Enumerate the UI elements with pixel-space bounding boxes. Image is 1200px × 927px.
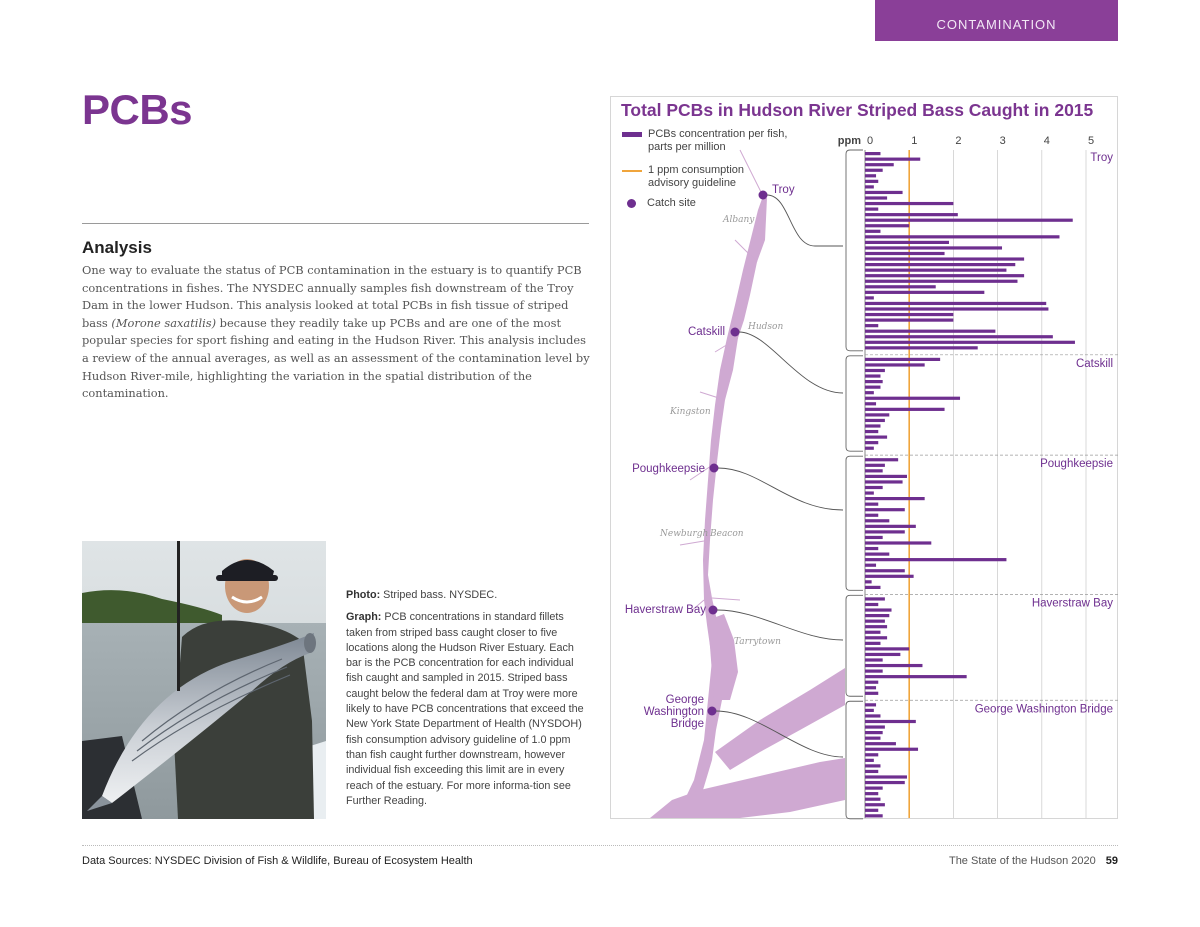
tick-label-5: 5 [1088, 135, 1095, 147]
group-label-haverstraw-bay: Haverstraw Bay [1031, 597, 1113, 610]
bar-haverstraw-bay-8 [865, 636, 887, 639]
bar-catskill-17 [865, 447, 874, 450]
bar-troy-34 [865, 335, 1053, 338]
bar-troy-11 [865, 208, 878, 211]
bar-george-washington-bridge-1 [865, 703, 876, 706]
place-labels [659, 215, 783, 647]
chart-group-labels [846, 150, 1118, 819]
bar-poughkeepsie-4 [865, 475, 907, 478]
tick-label-1: 1 [911, 135, 918, 147]
bar-george-washington-bridge-13 [865, 770, 878, 773]
bar-george-washington-bridge-8 [865, 742, 896, 745]
chart-axis [838, 135, 1094, 147]
graph-caption-label: Graph: [346, 611, 382, 624]
bar-george-washington-bridge-11 [865, 759, 874, 762]
bar-george-washington-bridge-16 [865, 787, 883, 790]
connector-haverstraw-bay [717, 610, 843, 640]
legend-bar-label: PCBs concentration per fish, parts per million [648, 128, 788, 153]
bar-catskill-2 [865, 363, 925, 366]
bar-troy-27 [865, 296, 874, 299]
site-label-catskill: Catskill [687, 326, 725, 338]
bar-troy-10 [865, 202, 953, 205]
bar-troy-21 [865, 263, 1015, 266]
group-bracket-catskill [846, 356, 863, 451]
bar-poughkeepsie-17 [865, 547, 878, 550]
bar-catskill-5 [865, 380, 883, 383]
bar-george-washington-bridge-18 [865, 798, 880, 801]
bar-haverstraw-bay-7 [865, 631, 880, 634]
bar-haverstraw-bay-9 [865, 642, 880, 645]
page-title: PCBs [82, 86, 193, 133]
bar-poughkeepsie-6 [865, 486, 883, 489]
bar-george-washington-bridge-6 [865, 731, 883, 734]
tick-label-0: 0 [867, 135, 874, 147]
place-label-beacon: Beacon [710, 529, 744, 539]
bar-catskill-16 [865, 441, 878, 444]
bar-catskill-8 [865, 397, 960, 400]
bar-george-washington-bridge-2 [865, 709, 874, 712]
site-dot-haverstraw-bay [709, 606, 718, 615]
bar-catskill-1 [865, 358, 940, 361]
bar-haverstraw-bay-10 [865, 647, 909, 650]
axis-unit-label: ppm [837, 135, 861, 147]
page-number: 59 [1105, 855, 1118, 867]
site-dot-catskill [731, 328, 740, 337]
bar-troy-1 [865, 152, 880, 155]
bar-poughkeepsie-15 [865, 536, 883, 539]
bar-haverstraw-bay-11 [865, 653, 900, 656]
bar-george-washington-bridge-12 [865, 764, 880, 767]
bar-catskill-12 [865, 419, 885, 422]
bar-troy-3 [865, 163, 894, 166]
legend-guideline-label: 1 ppm consumption advisory guideline [648, 164, 744, 189]
section-tab-label: CONTAMINATION [936, 17, 1057, 32]
bar-poughkeepsie-7 [865, 491, 874, 494]
bar-haverstraw-bay-16 [865, 681, 878, 684]
bar-poughkeepsie-13 [865, 525, 916, 528]
bar-poughkeepsie-1 [865, 458, 898, 461]
bar-troy-23 [865, 274, 1024, 277]
bar-haverstraw-bay-2 [865, 603, 878, 606]
connector-catskill [739, 332, 843, 393]
bar-catskill-10 [865, 408, 945, 411]
bar-poughkeepsie-10 [865, 508, 905, 511]
group-bracket-poughkeepsie [846, 456, 863, 590]
bar-george-washington-bridge-9 [865, 748, 918, 751]
bar-poughkeepsie-21 [865, 569, 905, 572]
publication-name: The State of the Hudson 2020 [948, 855, 1096, 867]
bar-poughkeepsie-24 [865, 586, 880, 589]
bar-catskill-13 [865, 424, 880, 427]
bar-troy-16 [865, 235, 1059, 238]
connector-poughkeepsie [718, 468, 843, 510]
bar-george-washington-bridge-15 [865, 781, 905, 784]
bar-troy-24 [865, 280, 1017, 283]
bar-troy-17 [865, 241, 949, 244]
bar-troy-20 [865, 257, 1024, 260]
bar-george-washington-bridge-3 [865, 714, 880, 717]
site-dot-poughkeepsie [710, 464, 719, 473]
bar-george-washington-bridge-14 [865, 775, 907, 778]
tick-label-3: 3 [999, 135, 1006, 147]
photo-caption-text: Striped bass. NYSDEC. [380, 589, 498, 601]
analysis-heading: Analysis [82, 238, 152, 257]
graph-caption-text: PCB concentrations in standard fillets taken from striped bass caught closer to five locations along the Hudson River Estuary. Each bar is the PCB concentration for each individual fish caught and sampled in 2015. Striped bass caught below the federal dam at Troy were more likely to have PCB concentrations that exceed the New York State Department of Health (NYSDOH) fish consumption advisory guideline of 1.0 ppm than fish caught further downstream, however individual fish exceeding this limit are in every reach of the estuary. For more informa-tion see Further Reading. [346, 611, 584, 807]
bar-george-washington-bridge-4 [865, 720, 916, 723]
bar-troy-8 [865, 191, 903, 194]
bar-catskill-11 [865, 413, 889, 416]
bar-poughkeepsie-18 [865, 553, 889, 556]
bar-george-washington-bridge-10 [865, 753, 878, 756]
site-label-poughkeepsie: Poughkeepsie [632, 463, 705, 475]
bar-george-washington-bridge-7 [865, 737, 880, 740]
group-label-george-washington-bridge: George Washington Bridge [974, 703, 1113, 716]
bar-troy-9 [865, 196, 887, 199]
group-bracket-haverstraw-bay [846, 595, 863, 696]
bar-troy-15 [865, 230, 880, 233]
place-label-albany: Albany [723, 215, 755, 225]
bar-troy-12 [865, 213, 958, 216]
footer-publication [949, 855, 1118, 867]
bar-poughkeepsie-14 [865, 530, 905, 533]
bar-poughkeepsie-23 [865, 580, 872, 583]
bar-poughkeepsie-11 [865, 514, 878, 517]
bar-catskill-9 [865, 402, 876, 405]
bar-troy-18 [865, 246, 1002, 249]
bar-haverstraw-bay-1 [865, 597, 885, 600]
bar-troy-7 [865, 185, 874, 188]
bar-haverstraw-bay-15 [865, 675, 967, 678]
bar-troy-31 [865, 319, 953, 322]
bar-troy-14 [865, 224, 909, 227]
bar-haverstraw-bay-12 [865, 658, 883, 661]
bar-troy-6 [865, 180, 878, 183]
bar-troy-35 [865, 341, 1075, 344]
group-label-poughkeepsie: Poughkeepsie [1040, 458, 1113, 471]
bar-catskill-4 [865, 374, 880, 377]
footer-divider [82, 845, 1118, 846]
photo-caption-label: Photo: [346, 589, 381, 601]
bar-troy-19 [865, 252, 945, 255]
bar-haverstraw-bay-5 [865, 620, 885, 623]
bar-george-washington-bridge-20 [865, 809, 878, 812]
bar-poughkeepsie-8 [865, 497, 925, 500]
chart-bars [865, 152, 1075, 817]
bar-poughkeepsie-22 [865, 575, 914, 578]
place-label-kingston: Kingston [670, 407, 711, 417]
bar-troy-33 [865, 330, 995, 333]
bar-troy-4 [865, 169, 883, 172]
bar-troy-5 [865, 174, 876, 177]
bar-haverstraw-bay-13 [865, 664, 922, 667]
bar-troy-32 [865, 324, 878, 327]
new-york-harbor [650, 758, 845, 818]
connector-troy [767, 195, 843, 246]
analysis-text-1: One way to evaluate the status of PCB contamination in the estuary is to quantify PCB concentrations in fishes. The NYSDEC annually samples fish downstream of the Troy Dam in the lower Hudson. This analysis looked at total PCBs in fish tissue of striped bass [82, 263, 582, 330]
group-bracket-troy [846, 150, 863, 351]
place-label-tarrytown: Tarrytown [734, 637, 781, 647]
bar-haverstraw-bay-17 [865, 686, 876, 689]
bar-troy-28 [865, 302, 1046, 305]
bar-catskill-14 [865, 430, 878, 433]
bar-troy-25 [865, 285, 936, 288]
bar-troy-36 [865, 346, 978, 349]
bar-haverstraw-bay-4 [865, 614, 889, 617]
bar-haverstraw-bay-14 [865, 670, 883, 673]
group-label-troy: Troy [1090, 152, 1113, 164]
analysis-text-2: because they readily take up PCBs and are one of the most popular species for sport fishing and eating in the Hudson River. This analysis includes a review of the annual averages, as well as an assessment of the contamination level by Hudson River-mile, highlighting the variation in the spatial distribution of the contamination. [82, 315, 590, 401]
bar-haverstraw-bay-3 [865, 608, 892, 611]
bar-catskill-3 [865, 369, 885, 372]
bar-poughkeepsie-12 [865, 519, 889, 522]
bar-george-washington-bridge-21 [865, 814, 883, 817]
legend-site-label: Catch site [647, 197, 696, 209]
chart-title: Total PCBs in Hudson River Striped Bass Caught in 2015 [621, 100, 1094, 120]
bar-poughkeepsie-20 [865, 564, 876, 567]
bar-troy-30 [865, 313, 953, 316]
bar-haverstraw-bay-18 [865, 692, 878, 695]
site-label-gwb-line-2: Washington [643, 706, 704, 718]
bar-troy-29 [865, 307, 1048, 310]
place-label-hudson: Hudson [748, 322, 784, 332]
bar-catskill-7 [865, 391, 874, 394]
site-label-haverstraw-bay: Haverstraw Bay [624, 604, 706, 616]
bar-troy-26 [865, 291, 984, 294]
bar-poughkeepsie-9 [865, 503, 878, 506]
group-label-catskill: Catskill [1075, 357, 1113, 370]
bar-poughkeepsie-2 [865, 464, 885, 467]
species-name: (Morone saxatilis) [111, 315, 217, 330]
chart-grid [865, 150, 1086, 818]
bar-troy-2 [865, 158, 920, 161]
bar-poughkeepsie-16 [865, 541, 931, 544]
tick-label-4: 4 [1043, 135, 1050, 147]
place-label-newburgh: Newburgh [660, 529, 709, 539]
bar-haverstraw-bay-6 [865, 625, 887, 628]
site-label-gwb-line-3: Bridge [670, 718, 704, 730]
site-label-troy: Troy [772, 184, 795, 196]
group-bracket-george-washington-bridge [846, 701, 863, 819]
site-dot-troy [759, 191, 768, 200]
data-sources: Data Sources: NYSDEC Division of Fish & Wildlife, Bureau of Ecosystem Health [82, 855, 473, 867]
bar-troy-22 [865, 269, 1006, 272]
bar-troy-13 [865, 219, 1073, 222]
tick-label-2: 2 [955, 135, 962, 147]
bar-george-washington-bridge-5 [865, 725, 885, 728]
site-dot-george-washington-bridge [708, 707, 717, 716]
bar-george-washington-bridge-19 [865, 803, 885, 806]
bar-catskill-15 [865, 436, 887, 439]
bar-poughkeepsie-19 [865, 558, 1006, 561]
bar-poughkeepsie-5 [865, 480, 903, 483]
bar-poughkeepsie-3 [865, 469, 883, 472]
bar-george-washington-bridge-17 [865, 792, 878, 795]
bar-catskill-6 [865, 386, 880, 389]
site-label-gwb-line-1: George [665, 694, 704, 706]
